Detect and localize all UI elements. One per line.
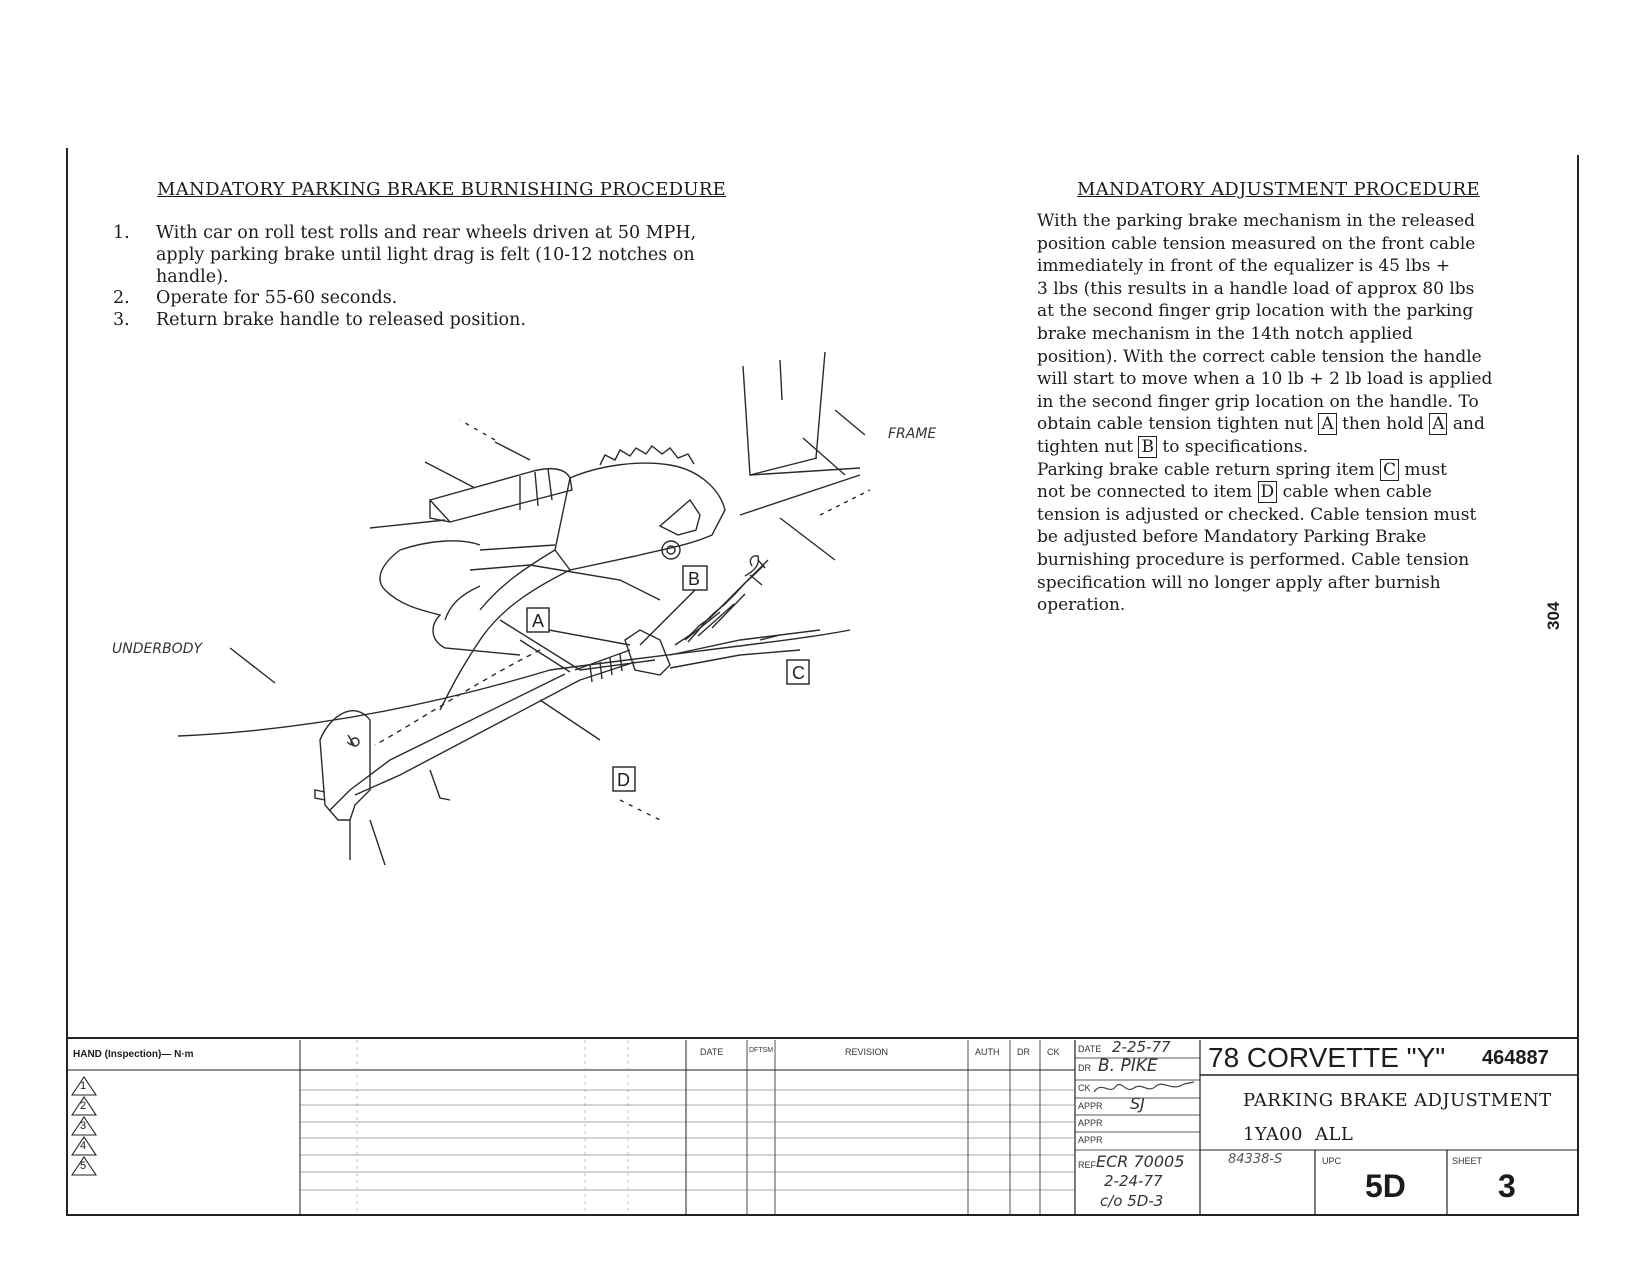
svg-text:A: A [532, 611, 545, 631]
title-number: 464887 [1482, 1047, 1549, 1069]
drawing-title: PARKING BRAKE ADJUSTMENT [1243, 1090, 1552, 1111]
rev-header-revision: REVISION [845, 1047, 889, 1057]
date-label: DATE [1078, 1044, 1102, 1054]
rev-header-dr: DR [1017, 1047, 1030, 1057]
step-1: 1. With car on roll test rolls and rear wheels driven at 50 MPH, apply parking brake until light drag is felt (10-12 notches on handle). [113, 223, 697, 287]
ecn-number: 84338-S [1228, 1152, 1283, 1167]
rev-header-auth: AUTH [975, 1047, 1000, 1057]
rev-num-2: 2 [80, 1100, 87, 1112]
rev-num-1: 1 [80, 1080, 87, 1092]
model-code: 1YA00 ALL [1243, 1124, 1354, 1145]
date-value: 2-25-77 [1112, 1038, 1171, 1056]
callout-ref-a-2: A [1429, 413, 1447, 435]
sheet-value: 3 [1498, 1168, 1516, 1204]
rev-num-5: 5 [80, 1160, 87, 1172]
ref-value: ECR 70005 [1096, 1152, 1185, 1171]
appr-label-2: APPR [1078, 1118, 1103, 1128]
appr-value: SJ [1130, 1094, 1145, 1113]
rev-header-date: DATE [700, 1047, 724, 1057]
callout-ref-c: C [1380, 459, 1399, 481]
title-main: 78 CORVETTE "Y" [1208, 1042, 1446, 1073]
rev-header-ck: CK [1047, 1047, 1060, 1057]
step-2: 2. Operate for 55-60 seconds. [113, 288, 398, 308]
ck-label: CK [1078, 1083, 1091, 1093]
dr-label: DR [1078, 1063, 1091, 1073]
svg-text:C: C [792, 663, 805, 683]
appr-label-3: APPR [1078, 1135, 1103, 1145]
upc-value: 5D [1365, 1168, 1406, 1204]
callout-ref-b: B [1138, 436, 1157, 458]
ck-signature [1092, 1078, 1198, 1098]
rev-num-4: 4 [80, 1140, 87, 1152]
side-page-number: 304 [1544, 601, 1563, 630]
adjustment-heading: MANDATORY ADJUSTMENT PROCEDURE [1077, 179, 1480, 200]
ref-note: c/o 5D-3 [1100, 1192, 1164, 1210]
burnishing-heading: MANDATORY PARKING BRAKE BURNISHING PROCEDURE [157, 179, 727, 200]
rev-num-3: 3 [80, 1120, 87, 1132]
ref-date: 2-24-77 [1104, 1172, 1163, 1190]
callout-ref-a: A [1318, 413, 1336, 435]
appr-label-1: APPR [1078, 1101, 1103, 1111]
sheet-label: SHEET [1452, 1156, 1483, 1166]
callout-ref-d: D [1258, 481, 1278, 503]
step-3: 3. Return brake handle to released position. [113, 310, 526, 330]
hand-label: HAND (Inspection)— N·m [73, 1049, 194, 1060]
adjustment-text: With the parking brake mechanism in the released position cable tension measured on the front cable immediately in front of the equalizer is 45 lbs + 3 lbs (this results in a handle load of approx 80 lbs at the second finger grip location with the parking brake mechanism in the 14th notch applied position). With the correct cable tension the handle will start to move when a 10 lb + 2 lb load is applied in the second finger grip location on the handle. To obtain cable tension tighten nut A then hold A and tighten nut B to specifications. Parking brake cable return spring item C must not be connected to item D cable when cable tension is adjusted or checked. Cable tension must be adjusted before Mandatory Parking Brake burnishing procedure is performed. Cable tension specification will no longer apply after burnish operation. [1037, 211, 1493, 616]
ref-label: REF [1078, 1160, 1096, 1170]
frame-label: FRAME [888, 426, 937, 442]
rev-header-dftsm: DFTSM [749, 1047, 774, 1054]
svg-text:B: B [688, 569, 701, 589]
underbody-label: UNDERBODY [112, 641, 203, 657]
svg-text:D: D [617, 770, 630, 790]
dr-value: B. PIKE [1098, 1056, 1158, 1076]
upc-label: UPC [1322, 1156, 1342, 1166]
